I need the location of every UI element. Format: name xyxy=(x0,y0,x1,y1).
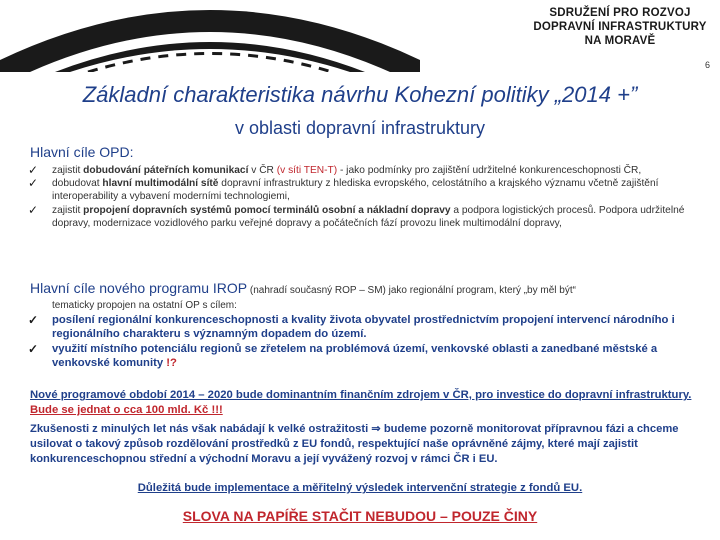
irop-note-highlight: „by měl být“ xyxy=(523,285,576,296)
goals-list xyxy=(28,164,688,230)
funding-amount: Bude se jednat o cca 100 mld. Kč !!! xyxy=(30,404,223,416)
closing-slogan: SLOVA NA PAPÍŘE STAČIT NEBUDOU – POUZE ČINY xyxy=(182,508,538,524)
page-subtitle: v oblasti dopravní infrastruktury xyxy=(234,118,486,138)
irop-list xyxy=(28,313,698,371)
goals-heading: Hlavní cíle OPD: xyxy=(30,144,134,160)
org-line: NA MORAVĚ xyxy=(584,35,656,47)
org-line: SDRUŽENÍ PRO ROZVOJ xyxy=(549,7,691,19)
implementation-note: Důležitá bude implementace a měřitelný výsledek intervenční strategie z fondů EU. xyxy=(137,482,583,494)
page-number: 6 xyxy=(704,60,710,70)
irop-heading: Hlavní cíle nového programu IROP xyxy=(30,280,248,296)
list-item: ✓ zajistit propojení dopravních systémů pomocí terminálů osobní a nákladní dopravy a podpora logistických procesů. Podpora udržitelné dopravy, modernizace vozidlového parku veřejné dopravy a počátečních fází provozu linek multimodální dopravy, xyxy=(28,202,685,229)
road-arch-logo xyxy=(0,0,420,72)
funding-statement: Nové programové období 2014 – 2020 bude dominantním finančním zdrojem v ČR, pro investice do dopravní infrastruktury. xyxy=(30,389,692,401)
organization-name xyxy=(520,6,720,48)
list-item: ✓ dobudovat hlavní multimodální sítě dopravní infrastruktury z hlediska evropského, celostátního a krajského významu včetně zajištění interoperability a vybavení moderními technologiemi, xyxy=(28,176,659,203)
irop-subline: tematicky propojen na ostatní OP s cílem: xyxy=(52,300,237,311)
right-arrow-icon: ⇒ xyxy=(371,423,381,435)
list-item: ✓ zajistit dobudování páteřních komunikací v ČR (v síti TEN-T) - jako podmínky pro zajištění udržitelné konkurenceschopnosti ČR, xyxy=(28,163,642,177)
check-icon: ✓ xyxy=(28,341,39,356)
irop-note: (nahradí současný ROP – SM) jako regionální program, který xyxy=(247,285,524,296)
check-icon: ✓ xyxy=(28,163,39,177)
check-icon: ✓ xyxy=(28,202,39,217)
list-item: ✓ posílení regionální konkurenceschopnosti a kvality života obyvatel prostřednictvím propojení intervencí národního i regionálního charakteru s významným dopadem do území. xyxy=(28,313,675,341)
list-item: ✓ využití místního potenciálu regionů se zřetelem na problémová území, venkovské oblasti a zanedbané městské a venkovské komunity !? xyxy=(28,341,658,370)
experience-paragraph: Zkušenosti z minulých let nás však nabádají k velké ostražitosti ⇒ budeme pozorně monitorovat přípravnou fázi a chceme usilovat o takový způsob rozdělování prostředků z EU fondů, respektující naše oprávněné zájmy, které mají zajistit konkurenceschopnou střední a východní Moravu a její vyvážený rozvoj v rámci ČR i EU. xyxy=(30,423,679,465)
funding-paragraph xyxy=(30,388,710,418)
check-icon: ✓ xyxy=(28,313,39,327)
page-title: Základní charakteristika návrhu Kohezní politiky „2014 +” xyxy=(82,82,638,107)
org-line: DOPRAVNÍ INFRASTRUKTURY xyxy=(533,21,707,33)
irop-heading-line xyxy=(30,280,710,298)
check-icon: ✓ xyxy=(28,176,39,191)
header xyxy=(0,0,720,75)
